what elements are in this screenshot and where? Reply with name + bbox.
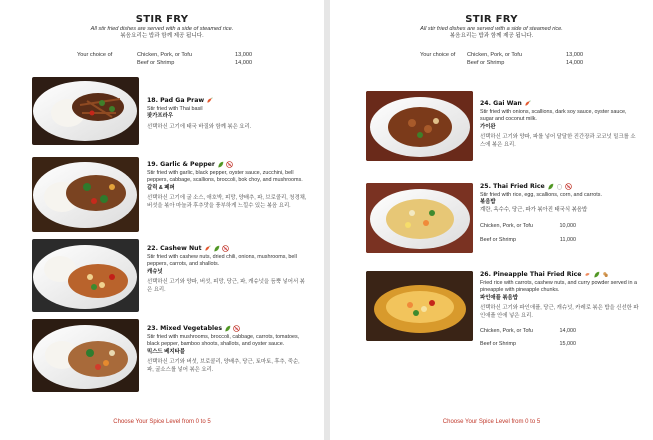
intro-korean: 볶음요리는 밥과 함께 제공 됩니다.	[120, 33, 204, 39]
dish-cashew-nut	[147, 245, 307, 295]
page-title: STIR FRY	[465, 14, 518, 25]
dish-name: 19. Garlic & Pepper	[147, 161, 215, 168]
dish-photo-thai-fried-rice	[366, 183, 473, 253]
dish-name: 23. Mixed Vegetables	[147, 325, 222, 332]
dish-korean-name: 파인애플 볶음밥	[480, 294, 518, 301]
no-pork-icon	[222, 245, 229, 252]
dish-korean-name: 믹스드 베지타블	[147, 348, 185, 355]
dish-korean-description: 계란, 옥수수, 당근, 파가 볶아진 태국식 볶음밥	[480, 206, 588, 213]
dish-description: Stir fried with rice, egg, scallions, corn, and carrots.	[480, 191, 602, 198]
egg-icon	[556, 183, 563, 190]
dish-korean-description: 선택하신 고기와 파인애플, 당근, 캐슈넛, 카레로 볶은 밥을 신선한 파인애플 안에 넣은 요리.	[480, 305, 639, 319]
no-pork-icon	[233, 325, 240, 332]
dish-photo-pineapple-fried-rice	[366, 271, 473, 341]
dish-thai-fried-rice	[480, 183, 640, 245]
spice-level-note: Choose Your Spice Level from 0 to 5	[113, 419, 211, 425]
dish-korean-name: 가이완	[480, 123, 496, 130]
peanut-icon	[602, 271, 609, 278]
leaf-icon	[547, 183, 554, 190]
no-pork-icon	[565, 183, 572, 190]
dish-description: Fried rice with carrots, cashew nuts, and curry powder served in a pineapple with pineapple chunks.	[480, 279, 637, 294]
option-name: Beef or Shrimp	[467, 60, 505, 66]
dish-korean-name: 팟가프라우	[147, 113, 174, 120]
dish-garlic-pepper	[147, 161, 307, 211]
dish-name: 24. Gai Wan	[480, 100, 522, 107]
price-value: 10,000	[559, 223, 576, 230]
price-value: 15,000	[559, 341, 576, 348]
dish-photo-mixed-vegetables	[32, 319, 139, 392]
price-row	[480, 237, 576, 245]
dish-name: 25. Thai Fried Rice	[480, 183, 545, 190]
page-title: STIR FRY	[135, 14, 189, 25]
dish-description: Stir fried with Thai basil	[147, 105, 203, 112]
option-name: Chicken, Pork, or Tofu	[137, 52, 192, 58]
intro-english: All stir fried dishes are served with a side of steamed rice.	[90, 26, 234, 32]
intro-korean: 볶음요리는 밥과 함께 제공 됩니다.	[449, 33, 534, 39]
dish-name: 22. Cashew Nut	[147, 245, 202, 252]
dish-photo-gai-wan	[366, 91, 473, 161]
dish-photo-garlic-pepper	[32, 157, 139, 232]
dish-korean-description: 선택하신 고기에 굴 소스, 애호박, 피망, 양배추, 파, 브로콜리, 청경채, 버섯을 볶아 마늘과 후추맛을 풍부하게 느낄수 있는 볶음 요리.	[147, 195, 307, 209]
dish-korean-name: 캐슈넛	[147, 268, 163, 275]
dish-korean-description: 선택하신 고기와 양파, 버섯, 피망, 당근, 파, 캐슈넛을 듬뿍 넣어서 볶은 요리.	[147, 279, 305, 293]
dish-korean-name: 갈릭 & 페퍼	[147, 184, 175, 191]
price-row	[480, 328, 576, 336]
leaf-icon	[213, 245, 220, 252]
option-name: Chicken, Pork, or Tofu	[467, 52, 522, 58]
leaf-icon	[224, 325, 231, 332]
no-pork-icon	[226, 161, 233, 168]
dish-korean-description: 선택하신 고기에 태국 바질와 함께 볶은 요리.	[147, 123, 252, 130]
choice-label: Your choice of	[420, 52, 456, 58]
option-price: 13,000	[566, 52, 584, 58]
dish-pineapple-fried-rice	[480, 271, 640, 349]
dish-korean-description: 선택하신 고기와 양파, 파를 넣어 달달한 진간장과 코코넛 밀크를 소스에 볶은 요리.	[480, 134, 636, 148]
spice-level-note: Choose Your Spice Level from 0 to 5	[442, 419, 541, 425]
leaf-icon	[593, 271, 600, 278]
price-option-name: Beef or Shrimp	[480, 341, 516, 348]
dish-gai-wan	[480, 100, 640, 150]
price-value: 11,000	[559, 236, 576, 243]
choice-label: Your choice of	[77, 52, 113, 58]
option-price: 14,000	[566, 60, 584, 66]
option-price: 14,000	[235, 60, 253, 66]
dish-description: Stir fried with onions, scallions, dark soy sauce, oyster sauce, sugar and coconut milk.	[480, 108, 627, 123]
option-name: Beef or Shrimp	[137, 60, 175, 66]
dish-name: 26. Pineapple Thai Fried Rice	[480, 271, 582, 278]
dish-photo-pad-ga-praw	[32, 77, 139, 145]
price-row	[480, 223, 576, 231]
menu-page-right	[330, 0, 653, 440]
option-price: 13,000	[235, 52, 253, 58]
chili-icon	[524, 100, 531, 107]
leaf-icon	[217, 161, 224, 168]
price-option-name: Chicken, Pork, or Tofu	[480, 327, 533, 334]
dish-description: Stir fried with garlic, black pepper, oyster sauce, zucchini, bell peppers, cabbage, scallions, broccoli, bok choy, and mushrooms.	[147, 169, 303, 184]
dish-pad-ga-praw	[147, 97, 307, 131]
dish-photo-cashew-nut	[32, 239, 139, 312]
price-value: 14,000	[559, 327, 576, 334]
intro-english: All stir fried dishes are served with a side of steamed rice.	[420, 26, 563, 32]
dish-name: 18. Pad Ga Praw	[147, 97, 205, 104]
chili-icon	[206, 97, 213, 104]
menu-page-left	[0, 0, 324, 440]
dish-description: Stir fried with cashew nuts, dried chili, onions, mushrooms, bell peppers, carrots, and shallots.	[147, 253, 297, 268]
dish-description: Stir fried with mushrooms, broccoli, cabbage, carrots, tomatoes, black pepper, bamboo shoots, shallots, and oyster sauce.	[147, 333, 300, 348]
dish-korean-description: 선택하신 고기와 버섯, 브로콜리, 양배추, 당근, 토마토, 후추, 죽순, 파, 굴소스를 넣어 볶은 요리.	[147, 359, 300, 373]
price-row	[480, 341, 576, 349]
price-option-name: Beef or Shrimp	[480, 236, 516, 243]
dish-korean-name: 볶음밥	[480, 199, 496, 206]
chili-icon	[204, 245, 211, 252]
price-option-name: Chicken, Pork, or Tofu	[480, 223, 533, 230]
shrimp-icon	[584, 271, 591, 278]
dish-mixed-vegetables	[147, 325, 307, 375]
